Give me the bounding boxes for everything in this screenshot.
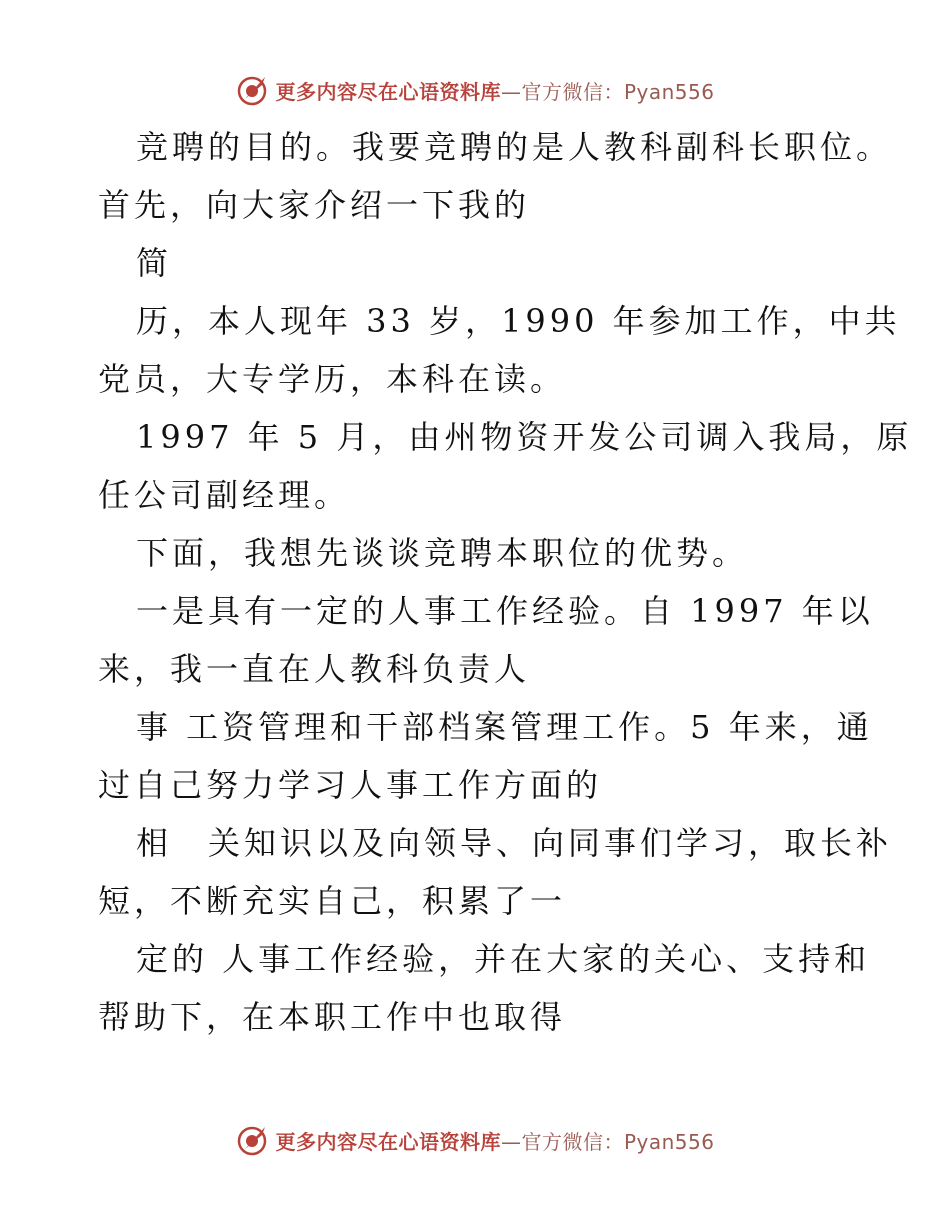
watermark-text <box>275 76 714 105</box>
text-line: 党员，大专学历，本科在读。 <box>98 360 567 398</box>
watermark-dash: — <box>500 79 522 104</box>
text-line: 定的 人事工作经验，并在大家的关心、支持和 <box>136 940 871 978</box>
watermark-main: 更多内容尽在心语资料库 <box>275 79 501 104</box>
text-line: 下面，我想先谈谈竞聘本职位的优势。 <box>136 534 749 572</box>
text-line: 历，本人现年 33 岁，1990 年参加工作，中共 <box>136 302 901 340</box>
watermark-text <box>275 1126 714 1155</box>
watermark-footer <box>0 1120 950 1160</box>
text-line: 事 工资管理和干部档案管理工作。5 年来，通 <box>136 708 873 746</box>
text-line: 相 关知识以及向领导、向同事们学习，取长补 <box>136 824 893 862</box>
text-line: 短，不断充实自己，积累了一 <box>98 882 567 920</box>
watermark-dash: — <box>500 1129 522 1154</box>
text-line: 竞聘的目的。我要竞聘的是人教科副科长职位。 <box>136 128 893 166</box>
quill-seal-icon <box>235 1123 269 1157</box>
text-line: 1997 年 5 月，由州物资开发公司调入我局，原 <box>136 418 913 456</box>
text-line: 一是具有一定的人事工作经验。自 1997 年以 <box>136 592 874 630</box>
text-line: 首先，向大家介绍一下我的 <box>98 186 531 224</box>
text-line: 任公司副经理。 <box>98 476 351 514</box>
watermark-suffix: 官方微信：Pyan556 <box>521 79 715 104</box>
text-line: 来，我一直在人教科负责人 <box>98 650 531 688</box>
text-line: 过自己努力学习人事工作方面的 <box>98 766 603 804</box>
watermark-suffix: 官方微信：Pyan556 <box>521 1129 715 1154</box>
text-line: 简 <box>136 244 173 282</box>
quill-seal-icon <box>235 73 269 107</box>
document-body <box>98 118 913 1046</box>
text-line: 帮助下，在本职工作中也取得 <box>98 998 567 1036</box>
watermark-header <box>0 70 950 110</box>
watermark-main: 更多内容尽在心语资料库 <box>275 1129 501 1154</box>
